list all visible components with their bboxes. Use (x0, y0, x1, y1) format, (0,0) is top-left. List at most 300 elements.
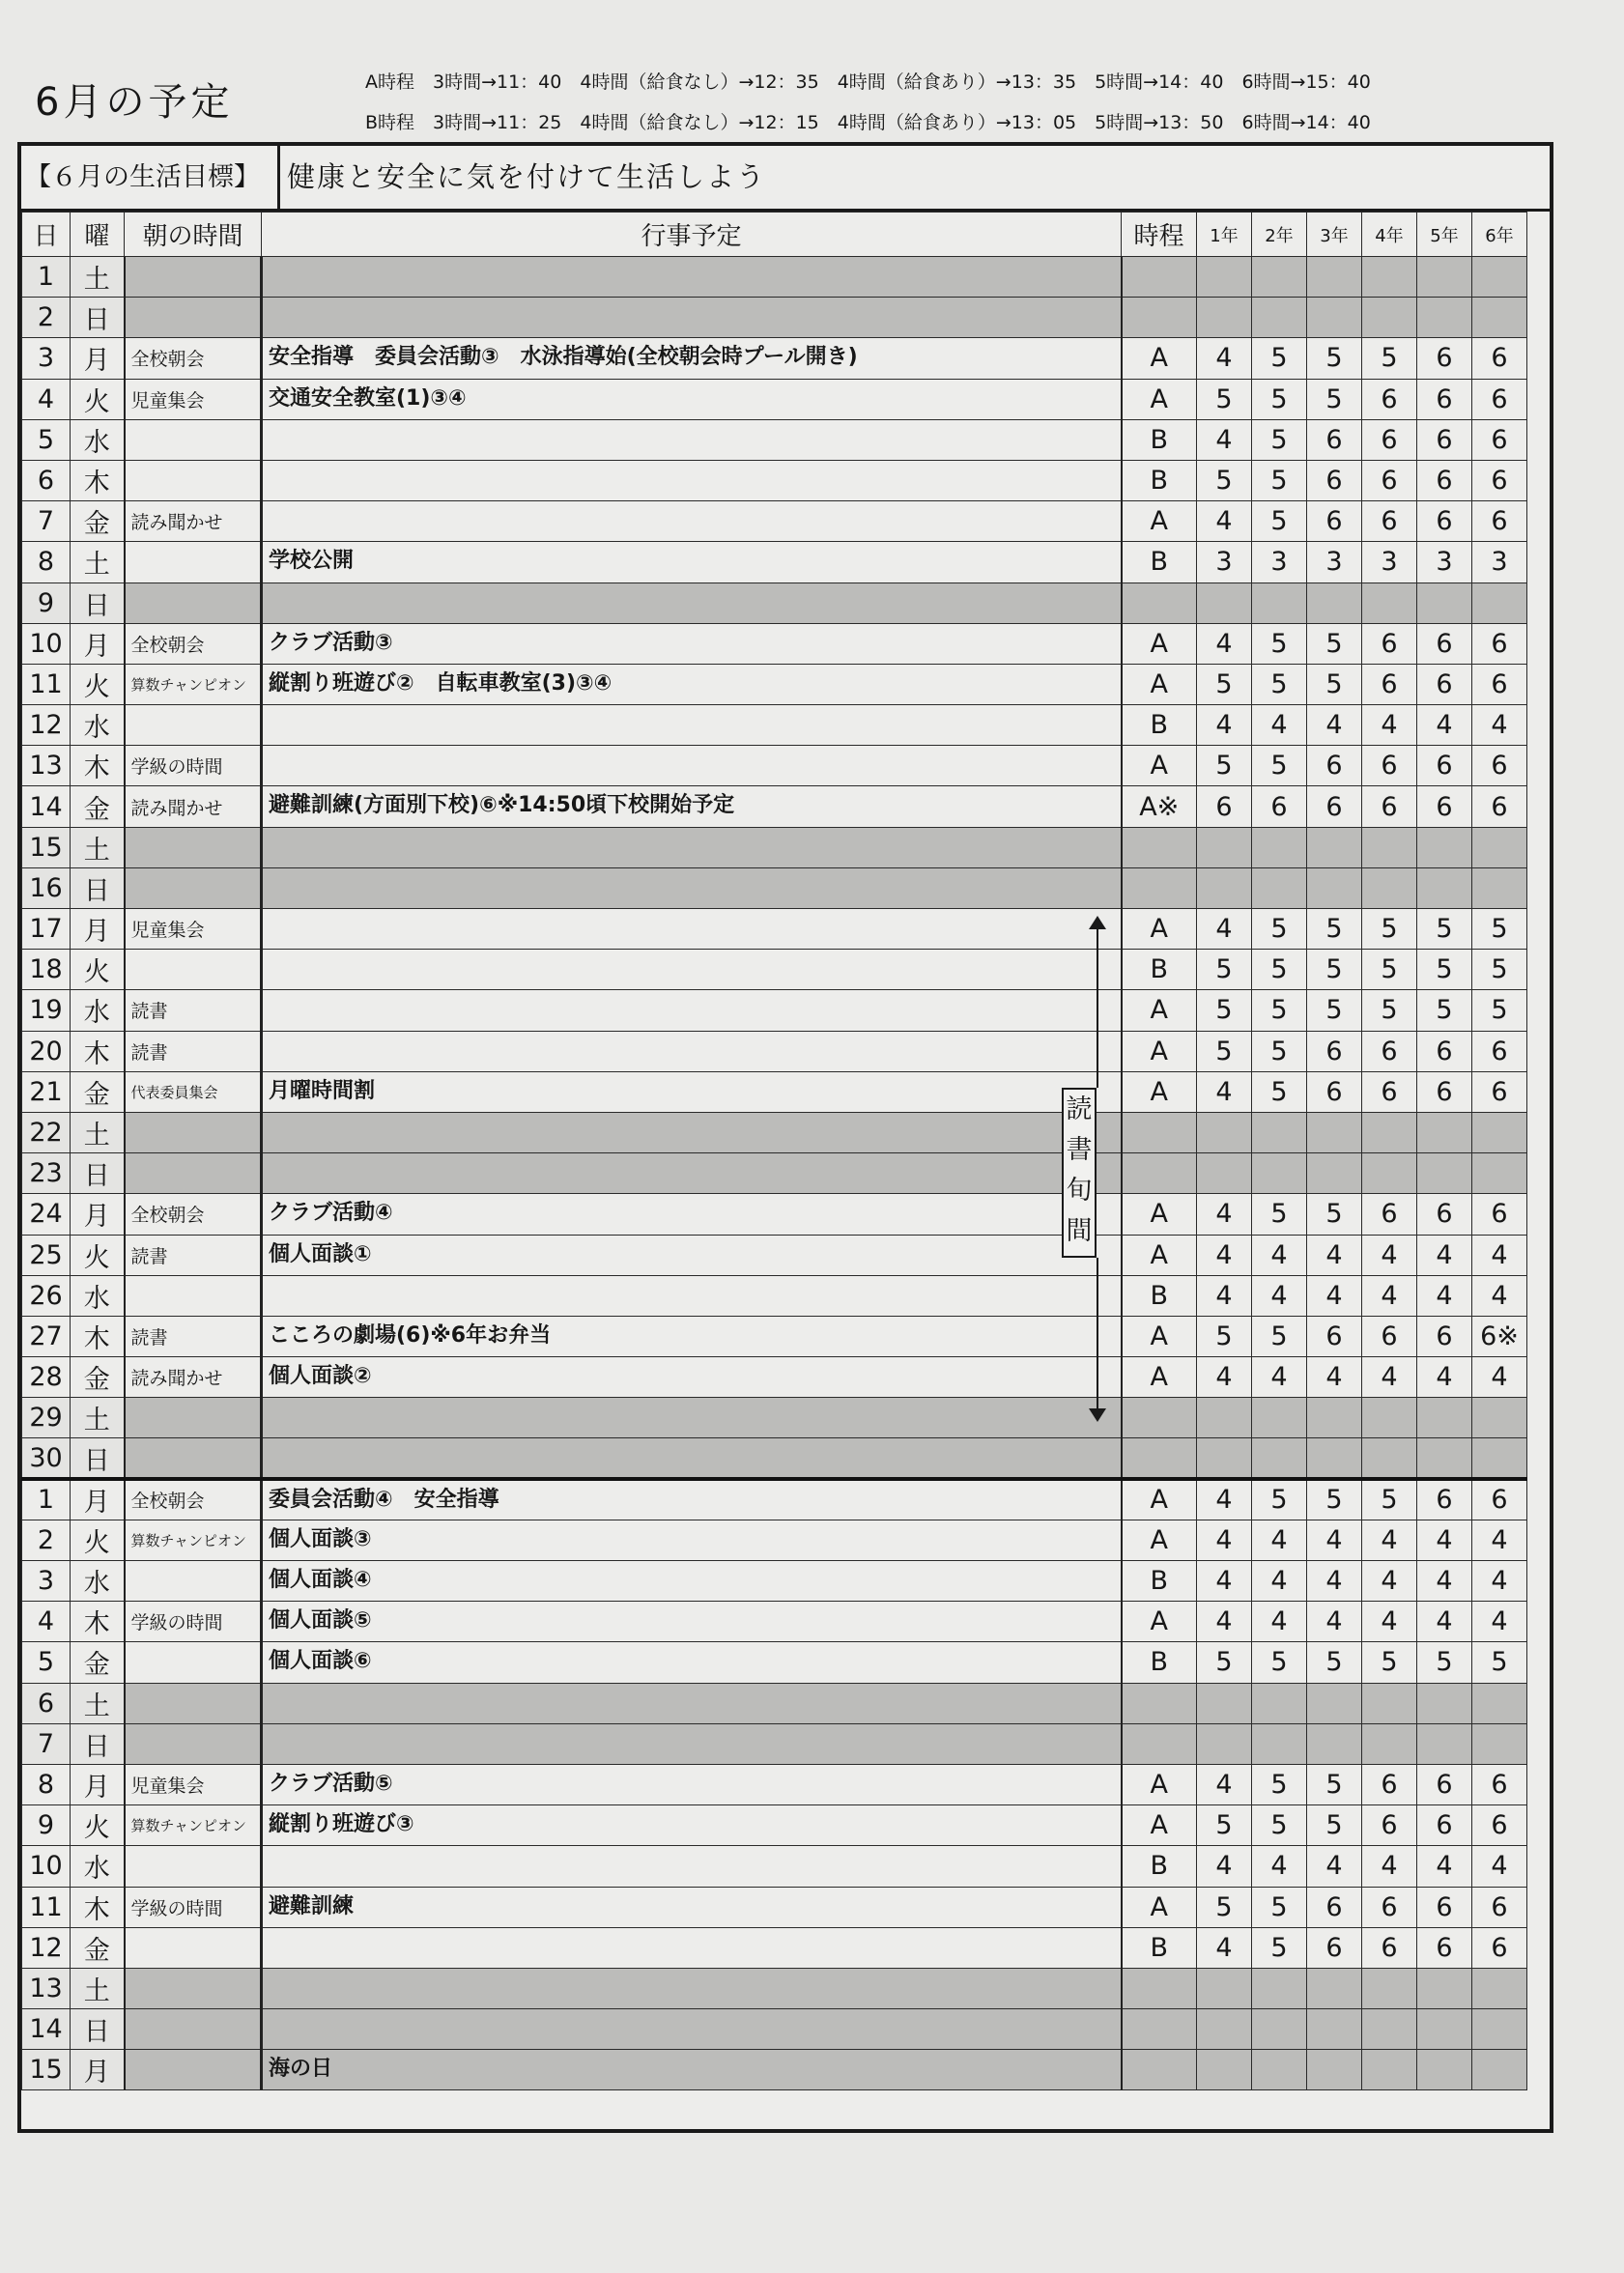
grade-2-hours-cell: 5 (1252, 1479, 1307, 1520)
grade-2-hours-cell: 5 (1252, 501, 1307, 542)
timing-cell: B (1122, 1561, 1197, 1602)
timing-cell: B (1122, 1927, 1197, 1968)
grade-2-hours-cell: 5 (1252, 1194, 1307, 1235)
morning-cell (125, 867, 262, 908)
timing-cell: A (1122, 1316, 1197, 1356)
grade-6-hours-cell (1472, 1683, 1527, 1723)
weekday-cell: 金 (71, 786, 125, 827)
day-cell: 5 (22, 1642, 71, 1683)
grade-2-hours-cell (1252, 1438, 1307, 1479)
event-cell: 安全指導 委員会活動③ 水泳指導始(全校朝会時プール開き) (262, 338, 1122, 379)
weekday-cell: 水 (71, 990, 125, 1031)
grade-2-hours-cell (1252, 582, 1307, 623)
grade-6-hours-cell: 6 (1472, 1194, 1527, 1235)
day-cell: 8 (22, 1764, 71, 1804)
event-cell (262, 990, 1122, 1031)
grade-6-hours-cell: 4 (1472, 1520, 1527, 1560)
event-cell: クラブ活動④ (262, 1194, 1122, 1235)
grade-4-hours-cell: 4 (1362, 1561, 1417, 1602)
grade-2-hours-cell: 4 (1252, 1846, 1307, 1887)
grade-3-hours-cell (1307, 2009, 1362, 2050)
day-cell: 16 (22, 867, 71, 908)
weekday-cell: 土 (71, 1112, 125, 1152)
reading-week-line-top (1097, 925, 1098, 1088)
timing-cell: A (1122, 1764, 1197, 1804)
weekday-cell: 月 (71, 909, 125, 950)
grade-5-hours-cell (1417, 1398, 1472, 1438)
weekday-cell: 金 (71, 1642, 125, 1683)
grade-4-hours-cell (1362, 1398, 1417, 1438)
timing-cell: B (1122, 705, 1197, 746)
grade-4-hours-cell: 6 (1362, 1031, 1417, 1071)
grade-5-hours-cell: 6 (1417, 1805, 1472, 1846)
timing-cell (1122, 1683, 1197, 1723)
event-cell (262, 746, 1122, 786)
timing-cell: A (1122, 1357, 1197, 1398)
grade-1-hours-cell: 4 (1197, 419, 1252, 460)
grade-6-hours-cell: 5 (1472, 909, 1527, 950)
grade-4-hours-cell: 4 (1362, 1520, 1417, 1560)
table-row (22, 1479, 1527, 1520)
event-cell (262, 1275, 1122, 1316)
grade-1-hours-cell: 5 (1197, 1031, 1252, 1071)
grade-2-hours-cell (1252, 2009, 1307, 2050)
event-cell (262, 1723, 1122, 1764)
grade-3-hours-cell: 6 (1307, 1887, 1362, 1927)
timing-cell: A (1122, 746, 1197, 786)
table-row (22, 909, 1527, 950)
grade-2-hours-cell: 5 (1252, 1642, 1307, 1683)
header-event: 行事予定 (262, 213, 1122, 257)
grade-1-hours-cell: 5 (1197, 990, 1252, 1031)
event-cell (262, 1683, 1122, 1723)
day-cell: 11 (22, 1887, 71, 1927)
grade-3-hours-cell: 5 (1307, 623, 1362, 664)
weekday-cell: 日 (71, 1153, 125, 1194)
grade-6-hours-cell: 3 (1472, 542, 1527, 582)
timing-cell: A (1122, 501, 1197, 542)
grade-6-hours-cell (1472, 1968, 1527, 2008)
grade-1-hours-cell: 5 (1197, 1805, 1252, 1846)
day-cell: 4 (22, 1602, 71, 1642)
grade-2-hours-cell (1252, 827, 1307, 867)
grade-3-hours-cell: 6 (1307, 1071, 1362, 1112)
morning-cell: 読書 (125, 990, 262, 1031)
timing-cell: B (1122, 1846, 1197, 1887)
grade-2-hours-cell: 5 (1252, 1927, 1307, 1968)
day-cell: 13 (22, 1968, 71, 2008)
event-cell: 縦割り班遊び② 自転車教室(3)③④ (262, 664, 1122, 704)
day-cell: 10 (22, 1846, 71, 1887)
grade-5-hours-cell: 6 (1417, 1194, 1472, 1235)
grade-5-hours-cell: 4 (1417, 1602, 1472, 1642)
grade-2-hours-cell: 5 (1252, 379, 1307, 419)
table-row (22, 542, 1527, 582)
grade-3-hours-cell (1307, 582, 1362, 623)
table-row (22, 1602, 1527, 1642)
grade-5-hours-cell (1417, 867, 1472, 908)
weekday-cell: 木 (71, 1887, 125, 1927)
header-morning: 朝の時間 (125, 213, 262, 257)
grade-5-hours-cell: 6 (1417, 1479, 1472, 1520)
timing-cell (1122, 2009, 1197, 2050)
grade-3-hours-cell: 5 (1307, 909, 1362, 950)
day-cell: 14 (22, 786, 71, 827)
weekday-cell: 火 (71, 1235, 125, 1275)
weekday-cell: 木 (71, 746, 125, 786)
grade-4-hours-cell (1362, 1153, 1417, 1194)
grade-1-hours-cell: 4 (1197, 705, 1252, 746)
morning-cell (125, 1398, 262, 1438)
weekday-cell: 水 (71, 419, 125, 460)
header-row (22, 213, 1527, 257)
weekday-cell: 日 (71, 582, 125, 623)
grade-6-hours-cell: 6 (1472, 786, 1527, 827)
timing-cell (1122, 867, 1197, 908)
grade-3-hours-cell: 4 (1307, 1520, 1362, 1560)
grade-2-hours-cell: 5 (1252, 1805, 1307, 1846)
grade-6-hours-cell: 4 (1472, 1846, 1527, 1887)
day-cell: 27 (22, 1316, 71, 1356)
grade-1-hours-cell: 4 (1197, 1479, 1252, 1520)
grade-1-hours-cell (1197, 1112, 1252, 1152)
timing-cell: B (1122, 1642, 1197, 1683)
grade-5-hours-cell: 6 (1417, 1764, 1472, 1804)
event-cell (262, 1398, 1122, 1438)
grade-4-hours-cell (1362, 298, 1417, 338)
table-row (22, 582, 1527, 623)
grade-3-hours-cell: 5 (1307, 1479, 1362, 1520)
grade-4-hours-cell: 5 (1362, 950, 1417, 990)
table-row (22, 1805, 1527, 1846)
table-row (22, 1764, 1527, 1804)
weekday-cell: 火 (71, 950, 125, 990)
day-cell: 24 (22, 1194, 71, 1235)
timing-cell: B (1122, 542, 1197, 582)
day-cell: 1 (22, 1479, 71, 1520)
timing-cell (1122, 1968, 1197, 2008)
timing-cell (1122, 2050, 1197, 2090)
event-cell: 避難訓練(方面別下校)⑥※14:50頃下校開始予定 (262, 786, 1122, 827)
timing-cell: A (1122, 1520, 1197, 1560)
day-cell: 12 (22, 1927, 71, 1968)
grade-1-hours-cell (1197, 2009, 1252, 2050)
grade-5-hours-cell (1417, 1683, 1472, 1723)
event-cell: 個人面談② (262, 1357, 1122, 1398)
grade-4-hours-cell: 6 (1362, 379, 1417, 419)
grade-5-hours-cell: 6 (1417, 786, 1472, 827)
event-cell (262, 1438, 1122, 1479)
weekday-cell: 月 (71, 2050, 125, 2090)
table-row (22, 1194, 1527, 1235)
grade-5-hours-cell (1417, 1968, 1472, 2008)
grade-6-hours-cell: 6 (1472, 664, 1527, 704)
morning-cell: 算数チャンピオン (125, 1520, 262, 1560)
day-cell: 28 (22, 1357, 71, 1398)
grade-4-hours-cell: 4 (1362, 1357, 1417, 1398)
grade-4-hours-cell: 5 (1362, 1642, 1417, 1683)
grade-4-hours-cell: 4 (1362, 1602, 1417, 1642)
grade-1-hours-cell (1197, 1438, 1252, 1479)
weekday-cell: 日 (71, 867, 125, 908)
grade-5-hours-cell: 4 (1417, 1520, 1472, 1560)
table-row (22, 1887, 1527, 1927)
table-row (22, 1968, 1527, 2008)
timing-cell (1122, 582, 1197, 623)
table-row (22, 827, 1527, 867)
day-cell: 20 (22, 1031, 71, 1071)
goal-bar (21, 146, 1550, 212)
grade-5-hours-cell: 5 (1417, 1642, 1472, 1683)
timing-cell (1122, 1153, 1197, 1194)
day-cell: 3 (22, 1561, 71, 1602)
weekday-cell: 火 (71, 379, 125, 419)
morning-cell: 読書 (125, 1316, 262, 1356)
grade-3-hours-cell: 5 (1307, 338, 1362, 379)
grade-2-hours-cell: 5 (1252, 460, 1307, 500)
grade-4-hours-cell (1362, 1438, 1417, 1479)
day-cell: 4 (22, 379, 71, 419)
table-row (22, 950, 1527, 990)
grade-2-hours-cell: 5 (1252, 950, 1307, 990)
day-cell: 19 (22, 990, 71, 1031)
grade-3-hours-cell: 6 (1307, 460, 1362, 500)
grade-2-hours-cell (1252, 1398, 1307, 1438)
event-cell: 個人面談④ (262, 1561, 1122, 1602)
grade-4-hours-cell (1362, 1968, 1417, 2008)
grade-3-hours-cell: 6 (1307, 1316, 1362, 1356)
grade-3-hours-cell (1307, 1438, 1362, 1479)
grade-4-hours-cell: 6 (1362, 1194, 1417, 1235)
grade-1-hours-cell: 4 (1197, 1520, 1252, 1560)
weekday-cell: 火 (71, 1520, 125, 1560)
schedule-a-line: A時程 3時間→11：40 4時間（給食なし）→12：35 4時間（給食あり）→13：35 5時間→14：40 6時間→15：40 (365, 71, 1371, 93)
table-row (22, 1153, 1527, 1194)
grade-3-hours-cell (1307, 867, 1362, 908)
grade-6-hours-cell: 6 (1472, 746, 1527, 786)
morning-cell: 代表委員集会 (125, 1071, 262, 1112)
timing-cell: A (1122, 1887, 1197, 1927)
grade-3-hours-cell: 5 (1307, 379, 1362, 419)
grade-6-hours-cell: 4 (1472, 1275, 1527, 1316)
timing-cell: A (1122, 338, 1197, 379)
grade-3-hours-cell (1307, 257, 1362, 298)
table-row (22, 1398, 1527, 1438)
grade-6-hours-cell: 6※ (1472, 1316, 1527, 1356)
day-cell: 7 (22, 501, 71, 542)
morning-cell (125, 298, 262, 338)
event-cell (262, 582, 1122, 623)
morning-cell: 児童集会 (125, 1764, 262, 1804)
weekday-cell: 金 (71, 1927, 125, 1968)
grade-4-hours-cell (1362, 582, 1417, 623)
grade-3-hours-cell: 4 (1307, 1602, 1362, 1642)
table-row (22, 257, 1527, 298)
grade-4-hours-cell (1362, 2009, 1417, 2050)
grade-1-hours-cell: 5 (1197, 746, 1252, 786)
grade-3-hours-cell: 6 (1307, 501, 1362, 542)
event-cell (262, 705, 1122, 746)
calendar-body (22, 257, 1527, 2090)
grade-5-hours-cell: 6 (1417, 623, 1472, 664)
grade-1-hours-cell: 6 (1197, 786, 1252, 827)
grade-3-hours-cell (1307, 1153, 1362, 1194)
grade-2-hours-cell: 5 (1252, 746, 1307, 786)
weekday-cell: 月 (71, 1479, 125, 1520)
morning-cell: 読書 (125, 1031, 262, 1071)
grade-1-hours-cell: 4 (1197, 1235, 1252, 1275)
grade-5-hours-cell: 6 (1417, 419, 1472, 460)
table-row (22, 1520, 1527, 1560)
event-cell (262, 1927, 1122, 1968)
morning-cell: 全校朝会 (125, 1479, 262, 1520)
timing-cell (1122, 1723, 1197, 1764)
grade-6-hours-cell: 6 (1472, 460, 1527, 500)
morning-cell (125, 827, 262, 867)
grade-6-hours-cell (1472, 2050, 1527, 2090)
grade-6-hours-cell (1472, 1153, 1527, 1194)
table-row (22, 1031, 1527, 1071)
table-row (22, 1927, 1527, 1968)
grade-5-hours-cell (1417, 1153, 1472, 1194)
day-cell: 30 (22, 1438, 71, 1479)
event-cell (262, 257, 1122, 298)
schedule-b-line: B時程 3時間→11：25 4時間（給食なし）→12：15 4時間（給食あり）→13：05 5時間→13：50 6時間→14：40 (365, 112, 1371, 133)
grade-3-hours-cell: 5 (1307, 1805, 1362, 1846)
day-cell: 5 (22, 419, 71, 460)
grade-6-hours-cell: 6 (1472, 501, 1527, 542)
table-row (22, 501, 1527, 542)
grade-2-hours-cell (1252, 1968, 1307, 2008)
timing-cell: A (1122, 990, 1197, 1031)
table-row (22, 460, 1527, 500)
morning-cell: 読書 (125, 1235, 262, 1275)
day-cell: 12 (22, 705, 71, 746)
grade-2-hours-cell: 5 (1252, 623, 1307, 664)
grade-6-hours-cell: 6 (1472, 1805, 1527, 1846)
grade-2-hours-cell: 5 (1252, 1031, 1307, 1071)
grade-2-hours-cell: 5 (1252, 1887, 1307, 1927)
grade-6-hours-cell: 6 (1472, 338, 1527, 379)
grade-6-hours-cell: 4 (1472, 1602, 1527, 1642)
morning-cell: 児童集会 (125, 909, 262, 950)
grade-2-hours-cell (1252, 1723, 1307, 1764)
grade-3-hours-cell (1307, 1723, 1362, 1764)
weekday-cell: 月 (71, 623, 125, 664)
grade-5-hours-cell: 4 (1417, 1275, 1472, 1316)
weekday-cell: 土 (71, 1683, 125, 1723)
grade-5-hours-cell: 4 (1417, 1846, 1472, 1887)
morning-cell: 学級の時間 (125, 746, 262, 786)
grade-6-hours-cell (1472, 1398, 1527, 1438)
timing-cell: A (1122, 1071, 1197, 1112)
grade-3-hours-cell (1307, 2050, 1362, 2090)
grade-1-hours-cell (1197, 1723, 1252, 1764)
grade-1-hours-cell: 4 (1197, 338, 1252, 379)
morning-cell: 読み聞かせ (125, 1357, 262, 1398)
weekday-cell: 日 (71, 1723, 125, 1764)
header-grade-4: 4年 (1362, 213, 1417, 257)
timing-cell: B (1122, 419, 1197, 460)
grade-4-hours-cell: 4 (1362, 705, 1417, 746)
weekday-cell: 月 (71, 1194, 125, 1235)
grade-2-hours-cell: 5 (1252, 419, 1307, 460)
page-title: 6月の予定 (35, 80, 234, 125)
day-cell: 18 (22, 950, 71, 990)
grade-4-hours-cell: 6 (1362, 1764, 1417, 1804)
grade-5-hours-cell: 6 (1417, 1071, 1472, 1112)
grade-6-hours-cell: 4 (1472, 1357, 1527, 1398)
grade-4-hours-cell: 6 (1362, 1887, 1417, 1927)
morning-cell (125, 1723, 262, 1764)
grade-2-hours-cell (1252, 1112, 1307, 1152)
grade-5-hours-cell: 5 (1417, 990, 1472, 1031)
event-cell (262, 1968, 1122, 2008)
morning-cell (125, 582, 262, 623)
weekday-cell: 水 (71, 1275, 125, 1316)
grade-1-hours-cell: 5 (1197, 1887, 1252, 1927)
grade-1-hours-cell: 5 (1197, 460, 1252, 500)
grade-6-hours-cell: 4 (1472, 705, 1527, 746)
morning-cell (125, 1927, 262, 1968)
grade-1-hours-cell (1197, 582, 1252, 623)
grade-3-hours-cell: 4 (1307, 705, 1362, 746)
weekday-cell: 木 (71, 1031, 125, 1071)
grade-2-hours-cell: 5 (1252, 990, 1307, 1031)
weekday-cell: 金 (71, 1071, 125, 1112)
weekday-cell: 金 (71, 1357, 125, 1398)
event-cell (262, 867, 1122, 908)
grade-6-hours-cell (1472, 1438, 1527, 1479)
grade-4-hours-cell (1362, 867, 1417, 908)
event-cell: 海の日 (262, 2050, 1122, 2090)
morning-cell (125, 1846, 262, 1887)
grade-3-hours-cell: 5 (1307, 990, 1362, 1031)
event-cell: クラブ活動③ (262, 623, 1122, 664)
table-row (22, 1112, 1527, 1152)
timing-cell: A (1122, 379, 1197, 419)
morning-cell: 読み聞かせ (125, 786, 262, 827)
grade-1-hours-cell: 5 (1197, 950, 1252, 990)
grade-1-hours-cell: 5 (1197, 379, 1252, 419)
morning-cell (125, 1275, 262, 1316)
event-cell (262, 827, 1122, 867)
day-cell: 21 (22, 1071, 71, 1112)
grade-5-hours-cell (1417, 827, 1472, 867)
grade-2-hours-cell: 5 (1252, 338, 1307, 379)
grade-6-hours-cell: 5 (1472, 1642, 1527, 1683)
timing-cell: B (1122, 1275, 1197, 1316)
morning-cell: 全校朝会 (125, 1194, 262, 1235)
morning-cell (125, 950, 262, 990)
grade-2-hours-cell: 5 (1252, 1316, 1307, 1356)
grade-3-hours-cell (1307, 298, 1362, 338)
grade-5-hours-cell: 6 (1417, 746, 1472, 786)
day-cell: 9 (22, 582, 71, 623)
grade-5-hours-cell: 6 (1417, 1031, 1472, 1071)
grade-5-hours-cell (1417, 2050, 1472, 2090)
grade-6-hours-cell: 6 (1472, 1927, 1527, 1968)
grade-2-hours-cell (1252, 1683, 1307, 1723)
event-cell: こころの劇場(6)※6年お弁当 (262, 1316, 1122, 1356)
day-cell: 6 (22, 1683, 71, 1723)
event-cell: 学校公開 (262, 542, 1122, 582)
grade-1-hours-cell (1197, 867, 1252, 908)
grade-2-hours-cell: 5 (1252, 1764, 1307, 1804)
grade-4-hours-cell: 6 (1362, 1316, 1417, 1356)
weekday-cell: 土 (71, 827, 125, 867)
table-row (22, 419, 1527, 460)
